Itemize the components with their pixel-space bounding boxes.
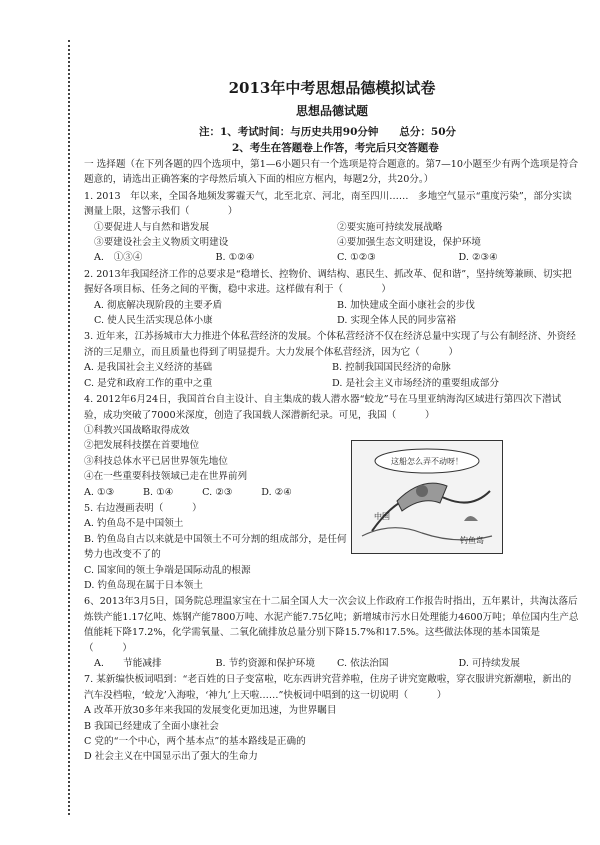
figure-head: [416, 485, 428, 497]
question-7-option-b: B 我国已经建成了全面小康社会: [84, 720, 219, 732]
exam-note-2: 2、考生在答题卷上作答，考完后只交答题卷: [232, 142, 439, 154]
question-1-statements-row-1: [84, 220, 580, 235]
question-6: [84, 594, 580, 671]
cartoon-caption: 这船怎么弄不动呀！: [391, 457, 463, 467]
question-7-option-c: C 党的“一个中心，两个基本点”的基本路线是正确的: [84, 736, 306, 748]
question-3-option-c: C. 是党和政府工作的重中之重: [84, 377, 213, 389]
question-4-5-block: [84, 392, 580, 593]
question-6-option-b: B. 节约资源和保护环境: [215, 658, 315, 669]
question-6-option-d: D. 可持续发展: [458, 658, 520, 669]
question-5-option-a: A. 钓鱼岛不是中国领土: [84, 518, 184, 530]
section-intro: 一 选择题（在下列各题的四个选项中，第1—6小题只有一个选项是符合题意的。第7—10小题至少有两个选项是符合题意的，请选出正确答案的字母然后填入下面的相应方框内，每题2分，共20分。）: [84, 159, 579, 186]
exam-title: 2013年中考思想品德模拟试卷: [228, 79, 436, 97]
question-7-option-d: D 社会主义在中国显示出了强大的生命力: [84, 751, 258, 763]
cartoon-label-china: 中国: [374, 512, 390, 522]
question-3-options-row-2: [84, 376, 580, 391]
question-1-statement-2: ②要实施可持续发展战略: [337, 221, 443, 233]
question-4-statements: [84, 423, 344, 500]
question-3-option-d: D. 是社会主义市场经济的重要组成部分: [332, 377, 499, 389]
question-2-option-d: D. 实现全体人民的同步富裕: [337, 315, 456, 327]
question-1-option-d: D. ②③④: [458, 252, 498, 264]
question-1-option-a: A. ①③④: [94, 252, 143, 264]
diaoyu-island-cartoon: [351, 440, 503, 554]
question-6-option-a: A. 节能减排: [94, 658, 162, 669]
exam-subtitle: 思想品德试题: [295, 104, 368, 118]
question-5-option-c: C. 国家间的领土争端是国际动乱的根源: [84, 564, 251, 576]
question-1-statement-3: ③要建设社会主义物质文明建设: [94, 237, 229, 249]
question-4-stem: 4. 2012年6月24日，我国首台自主设计、自主集成的载人潜水器“蛟龙”号在马里亚纳海沟区域进行第四次下潜试验，成功突破了7000米深度，创造了我国载人深潜新纪录。可见，我国（ ）: [84, 394, 562, 421]
question-6-stem: 6、2013年3月5日，国务院总理温家宝在十二届全国人大一次会议上作政府工作报告时指出，五年累计，共淘汰落后炼铁产能1.17亿吨、炼钢产能7800万吨、水泥产能7.75亿吨；新增城市污水日处理能力4600万吨；单位国内生产总值能耗下降17.2%，化学需氧量、二氧化硫排放总量分别下降15.7%和17.5%。这些做法体现的基本国策是（ ）: [84, 596, 579, 654]
question-4-options: A. ①③ B. ①④ C. ②③ D. ②④: [84, 486, 292, 498]
question-4-statement-1: ①科教兴国战略取得成效: [84, 424, 190, 436]
question-3-stem: 3. 近年来，江苏扬城市大力推进个体私营经济的发展。个体私营经济不仅在经济总量中实现了与公有制经济、外资经济的三足鼎立，而且质量也得到了明显提升。大力发展个体私营经济，因为它（ ）: [84, 331, 576, 358]
island-shape: [464, 516, 478, 521]
question-1-statement-4: ④要加强生态文明建设，保护环境: [337, 237, 481, 249]
question-1-options: [84, 250, 580, 265]
question-5-stem: 5. 右边漫画表明（ ）: [84, 502, 202, 514]
question-2: [84, 267, 580, 329]
exam-note-1: 注：1、考试时间：与历史共用90分钟 总分：50分: [199, 126, 457, 138]
question-1-option-b: B. ①②④: [215, 252, 255, 264]
question-1-stem: 1. 2013 年以来，全国各地频发雾霾天气，北至北京、河北，南至四川…… 多地空气显示“重度污染”，部分实读测量上限，这警示我们（ ）: [84, 190, 572, 218]
question-2-options-row-1: [84, 298, 580, 313]
question-4-statement-4: ④在一些重要科技领域已走在世界前列: [84, 471, 248, 483]
question-2-stem: 2. 2013年我国经济工作的总要求是“稳增长、控物价、调结构、惠民生、抓改革、促和谐”，坚持统筹兼顾、切实把握好各项目标、任务之间的平衡，稳中求进。这样做有利于（ ）: [84, 268, 572, 296]
binding-dotted-line: [68, 40, 70, 815]
question-5-option-b: B. 钓鱼岛自古以来就是中国领土不可分割的组成部分，是任何势力也改变不了的: [84, 533, 347, 561]
question-7: [84, 672, 580, 764]
question-6-option-c: C. 依法治国: [337, 658, 389, 669]
question-3: [84, 329, 580, 391]
question-3-options-row-1: [84, 360, 580, 375]
question-4-statement-3: ③科技总体水平已居世界领先地位: [84, 455, 228, 467]
question-2-option-a: A. 彻底解决现阶段的主要矛盾: [94, 299, 223, 311]
question-3-option-a: A. 是我国社会主义经济的基础: [84, 362, 213, 374]
exam-page: [84, 72, 580, 765]
question-1: [84, 189, 580, 266]
question-2-options-row-2: [84, 313, 580, 328]
question-5-option-d: D. 钓鱼岛现在属于日本领土: [84, 579, 203, 591]
question-7-option-a: A 改革开放30多年来我国的发展变化更加迅速，为世界瞩目: [84, 705, 337, 717]
question-1-option-c: C. ①②③: [337, 252, 376, 264]
question-6-options: [84, 656, 580, 671]
question-1-statements-row-2: [84, 235, 580, 250]
cartoon-illustration: [352, 441, 502, 553]
question-4-statement-2: ②把发展科技摆在首要地位: [84, 440, 200, 452]
question-3-option-b: B. 控制我国国民经济的命脉: [332, 362, 451, 374]
question-2-option-b: B. 加快建成全面小康社会的步伐: [337, 299, 475, 311]
question-7-stem: 7. 某新编快板词唱到：“老百姓的日子变富啦，吃东西讲究营养啦，住房子讲究宽敞啦，穿衣服讲究新潮啦，新出的汽车没档啦，‘蛟龙’入海啦，‘神九’上天啦……”快板词中唱到的这一切说明（ ）: [84, 674, 572, 701]
question-2-option-c: C. 使人民生活实现总体小康: [94, 315, 213, 327]
question-1-statement-1: ①要促进人与自然和谐发展: [94, 221, 210, 233]
cartoon-label-island: 钓鱼岛: [460, 536, 484, 546]
